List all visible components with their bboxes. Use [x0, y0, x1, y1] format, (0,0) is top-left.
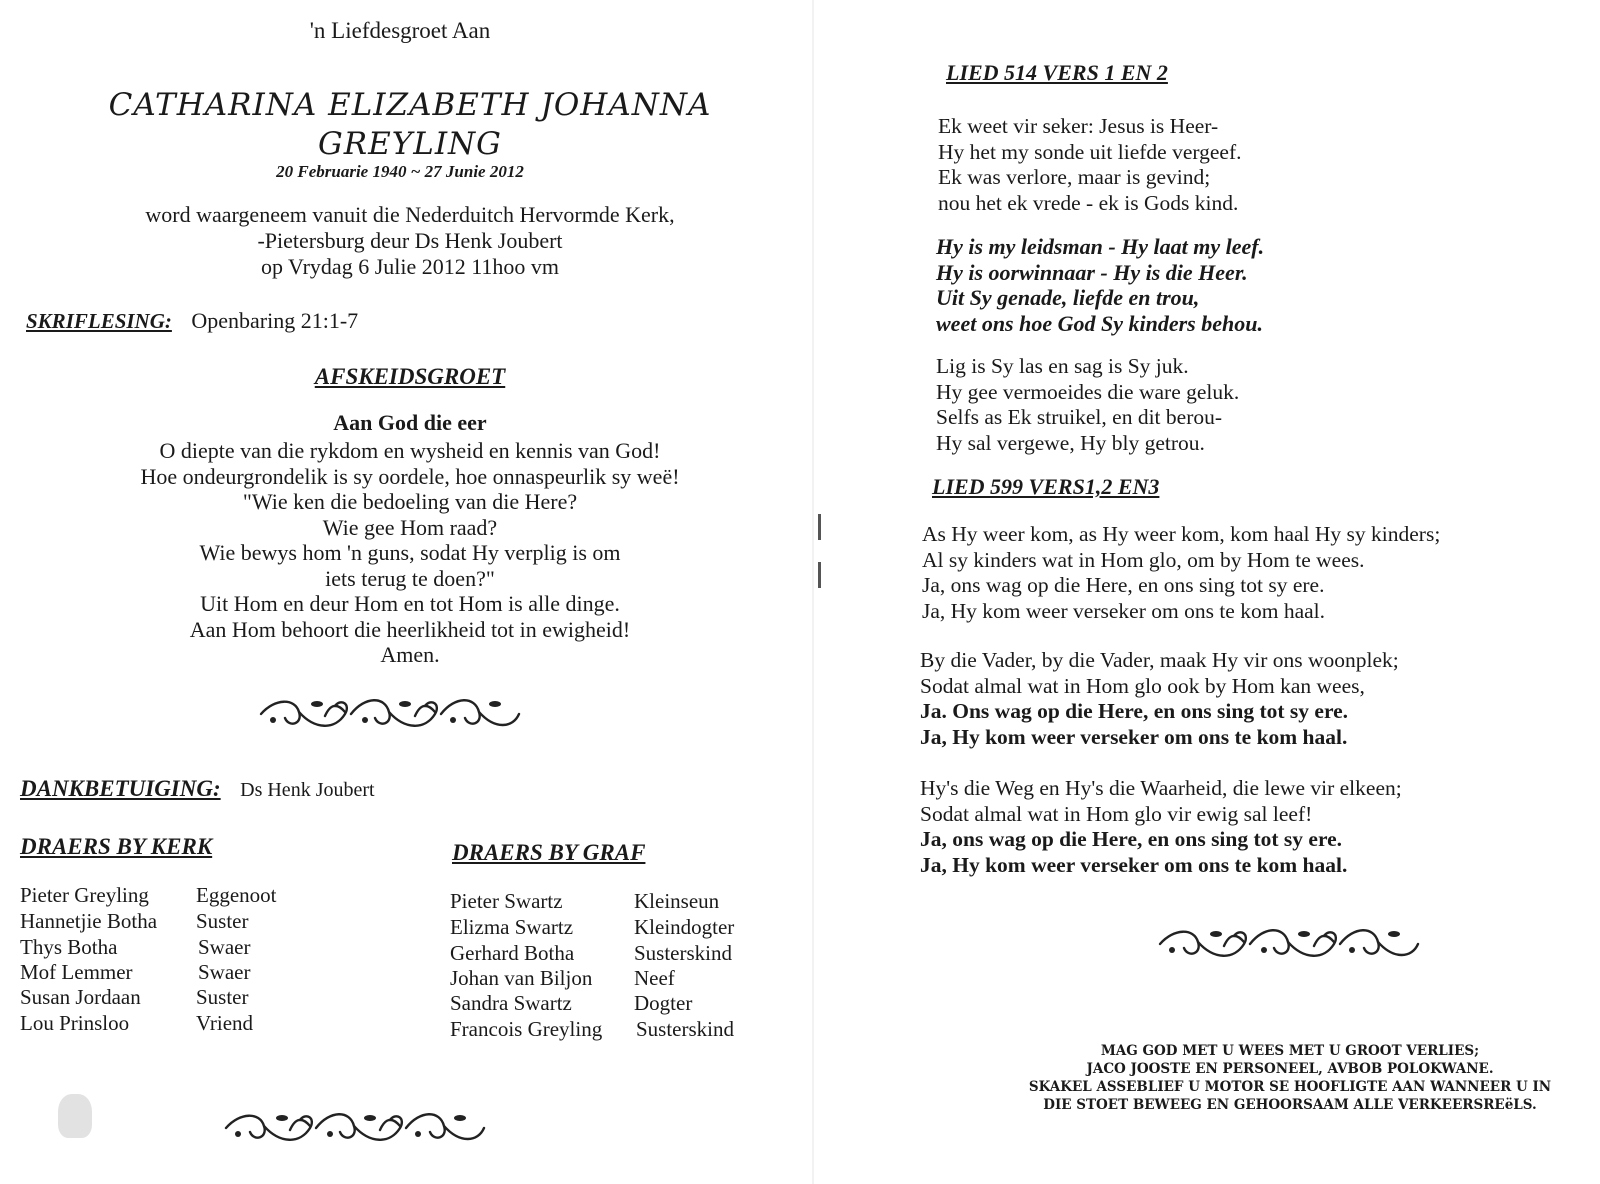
- footer-line: SKAKEL ASSEBLIEF U MOTOR SE HOOFLIGTE AAN WANNEER U IN: [1028, 1079, 1552, 1095]
- song1-chorus: [936, 234, 1264, 336]
- deceased-name-line1: CATHARINA ELIZABETH JOHANNA: [108, 87, 712, 123]
- verse-line: Ek weet vir seker: Jesus is Heer-: [938, 114, 1219, 138]
- farewell-title: AFSKEIDSGROET: [314, 364, 506, 389]
- verse-line: Al sy kinders wat in Hom glo, om by Hom te wees.: [922, 547, 1365, 572]
- bearer-name: Pieter Swartz: [450, 889, 563, 913]
- verse-line: Ek was verlore, maar is gevind;: [938, 165, 1211, 189]
- bearer-name: Mof Lemmer: [20, 960, 133, 984]
- page-fold: [812, 0, 814, 1184]
- service-line: word waargeneem vanuit die Nederduitch Hervormde Kerk,: [145, 202, 675, 227]
- verse-line: Sodat almal wat in Hom glo ook by Hom kan wees,: [920, 673, 1365, 698]
- song2-verse3: [920, 776, 1402, 878]
- bearer-relation: Susterskind: [634, 941, 733, 965]
- farewell-line: "Wie ken die bedoeling van die Here?: [242, 489, 578, 514]
- bearer-name: Gerhard Botha: [450, 941, 575, 965]
- verse-line: nou het ek vrede - ek is Gods kind.: [938, 190, 1239, 215]
- bearer-name: Francois Greyling: [450, 1017, 603, 1041]
- verse-line: By die Vader, by die Vader, maak Hy vir ons woonplek;: [920, 648, 1399, 672]
- bearer-relation: Suster: [196, 985, 249, 1009]
- song2-title: LIED 599 VERS1,2 EN3: [932, 474, 1160, 499]
- fold-mark: [818, 562, 821, 588]
- song2-verse2: [920, 648, 1399, 750]
- bearer-name: Sandra Swartz: [450, 991, 572, 1015]
- verse-line: Hy is my leidsman - Hy laat my leef.: [936, 234, 1265, 259]
- farewell-line: Wie bewys hom 'n guns, sodat Hy verplig is om: [199, 540, 621, 565]
- bearer-name: Pieter Greyling: [20, 883, 149, 907]
- life-dates: 20 Februarie 1940 ~ 27 Junie 2012: [276, 162, 524, 181]
- bearer-relation: Susterskind: [636, 1017, 735, 1041]
- scripture-label: SKRIFLESING:: [26, 309, 172, 333]
- church-bearers-title: DRAERS BY KERK: [20, 834, 213, 859]
- verse-line: Hy gee vermoeides die ware geluk.: [936, 379, 1240, 404]
- bearer-relation: Swaer: [198, 960, 251, 984]
- verse-line: Lig is Sy las en sag is Sy juk.: [936, 354, 1189, 378]
- service-details: [20, 202, 800, 280]
- bearer-relation: Suster: [196, 909, 249, 933]
- scripture-value: Openbaring 21:1-7: [191, 308, 359, 333]
- verse-line: Sodat almal wat in Hom glo vir ewig sal leef!: [920, 801, 1313, 826]
- verse-line: Ja, ons wag op die Here, en ons sing tot sy ere.: [922, 573, 1325, 597]
- bearer-relation: Kleindogter: [634, 915, 735, 939]
- farewell-line: Aan Hom behoort die heerlikheid tot in ewigheid!: [189, 616, 631, 642]
- thanks-value: Ds Henk Joubert: [240, 779, 375, 801]
- verse-line: Ja, Hy kom weer verseker om ons te kom haal.: [922, 598, 1326, 623]
- farewell-line: Wie gee Hom raad?: [322, 514, 498, 540]
- service-line: -Pietersburg deur Ds Henk Joubert: [257, 228, 563, 253]
- verse-line: As Hy weer kom, as Hy weer kom, kom haal Hy sy kinders;: [922, 522, 1441, 546]
- farewell-text: [20, 438, 800, 668]
- grave-bearers-title: DRAERS BY GRAF: [452, 840, 646, 865]
- farewell-subtitle: Aan God die eer: [333, 410, 487, 435]
- service-line: op Vrydag 6 Julie 2012 11hoo vm: [260, 254, 560, 279]
- farewell-line: Hoe ondeurgrondelik is sy oordele, hoe onnaspeurlik sy weë!: [140, 463, 680, 489]
- footer-line: DIE STOET BEWEEG EN GEHOORSAAM ALLE VERKEERSREëLS.: [1043, 1097, 1537, 1113]
- farewell-line: Uit Hom en deur Hom en tot Hom is alle dinge.: [200, 591, 620, 616]
- ornament-divider-icon: [220, 1104, 490, 1152]
- bearer-relation: Kleinseun: [634, 889, 720, 913]
- ornament-divider-icon: [255, 690, 525, 738]
- song2-verse1: [922, 522, 1440, 624]
- bearer-relation: Vriend: [196, 1011, 254, 1035]
- verse-line: weet ons hoe God Sy kinders behou.: [936, 310, 1263, 336]
- deceased-name-line2: GREYLING: [318, 126, 502, 162]
- greeting: 'n Liefdesgroet Aan: [309, 18, 491, 43]
- bearer-relation: Eggenoot: [196, 883, 277, 907]
- bearer-name: Johan van Biljon: [450, 966, 593, 990]
- ink-smudge: [58, 1094, 92, 1138]
- bearer-relation: Swaer: [198, 935, 251, 959]
- farewell-line: iets terug te doen?": [325, 565, 495, 591]
- verse-line: Ja, ons wag op die Here, en ons sing tot sy ere.: [920, 827, 1343, 851]
- footer-notice: [990, 1042, 1590, 1114]
- thanks: [20, 776, 375, 802]
- church-bearers-list: [20, 882, 320, 1042]
- scripture-reading: [26, 308, 358, 334]
- grave-bearers-list: [450, 888, 780, 1048]
- verse-line: Hy's die Weg en Hy's die Waarheid, die lewe vir elkeen;: [920, 776, 1402, 800]
- bearer-name: Elizma Swartz: [450, 915, 574, 939]
- verse-line: Hy sal vergewe, Hy bly getrou.: [936, 430, 1205, 455]
- thanks-label: DANKBETUIGING:: [20, 776, 221, 801]
- verse-line: Hy is oorwinnaar - Hy is die Heer.: [936, 259, 1248, 285]
- bearer-name: Lou Prinsloo: [20, 1011, 130, 1035]
- verse-line: Uit Sy genade, liefde en trou,: [936, 285, 1200, 310]
- bearer-name: Hannetjie Botha: [20, 909, 158, 933]
- song1-verse2: [936, 354, 1239, 456]
- bearer-name: Thys Botha: [20, 935, 118, 959]
- fold-mark: [818, 514, 821, 540]
- verse-line: Hy het my sonde uit liefde vergeef.: [938, 139, 1242, 164]
- ornament-divider-icon: [1154, 920, 1424, 968]
- bearer-relation: Dogter: [634, 991, 693, 1015]
- bearer-relation: Neef: [634, 966, 675, 990]
- song1-title: LIED 514 VERS 1 EN 2: [946, 60, 1168, 85]
- verse-line: Selfs as Ek struikel, en dit berou-: [936, 405, 1223, 429]
- farewell-line: Amen.: [380, 642, 440, 667]
- farewell-line: O diepte van die rykdom en wysheid en kennis van God!: [159, 438, 661, 463]
- verse-line: Ja, Hy kom weer verseker om ons te kom haal.: [920, 852, 1348, 877]
- footer-line: MAG GOD MET U WEES MET U GROOT VERLIES;: [1100, 1043, 1480, 1059]
- bearer-name: Susan Jordaan: [20, 985, 141, 1009]
- verse-line: Ja, Hy kom weer verseker om ons te kom haal.: [920, 724, 1348, 749]
- song1-verse1: [938, 114, 1242, 216]
- verse-line: Ja. Ons wag op die Here, en ons sing tot sy ere.: [920, 699, 1349, 723]
- footer-line: JACO JOOSTE EN PERSONEEL, AVBOB POLOKWANE.: [1086, 1061, 1494, 1077]
